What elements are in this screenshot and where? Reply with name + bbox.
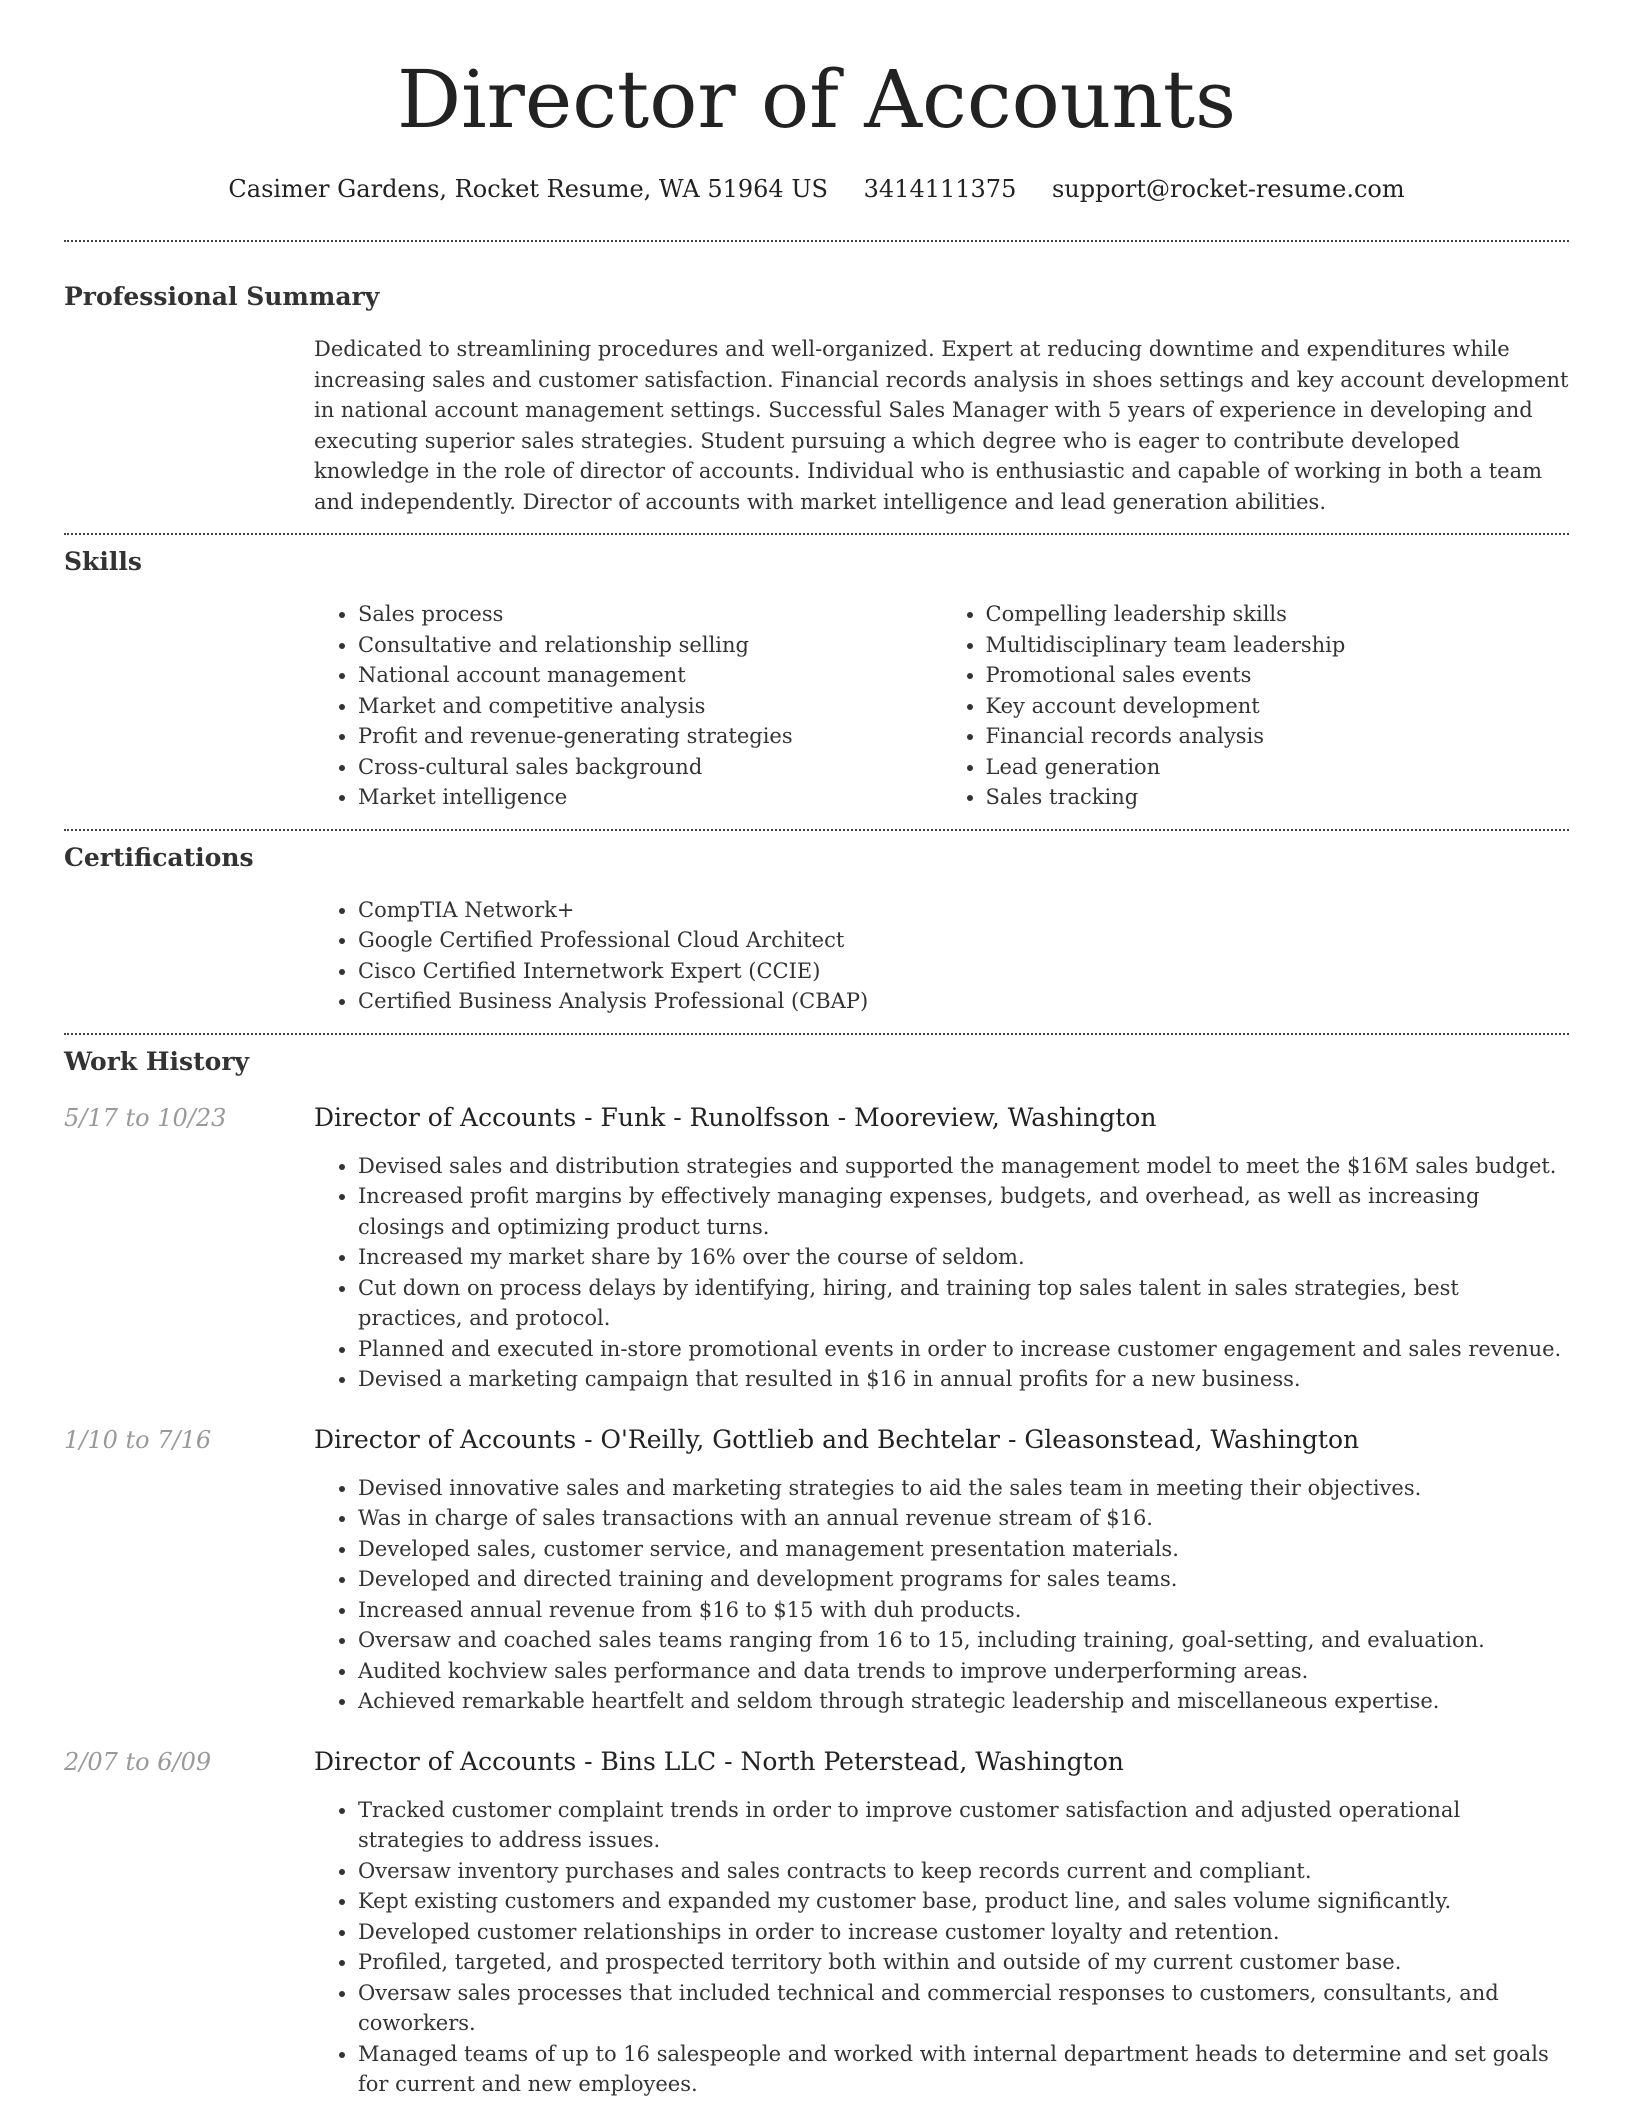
job-bullet-list bbox=[314, 1151, 1569, 1395]
job-bullet: • Tracked customer complaint trends in order to improve customer satisfaction and adjusted operational strategies to address issues. bbox=[358, 1795, 1569, 1856]
job-dates: 1/10 to 7/16 bbox=[64, 1425, 212, 1454]
certification-item: • CompTIA Network+ bbox=[358, 895, 1569, 926]
job-bullet: • Developed customer relationships in order to increase customer loyalty and retention. bbox=[358, 1917, 1569, 1948]
contact-phone: 3414111375 bbox=[863, 175, 1017, 203]
job-bullet: • Developed sales, customer service, and management presentation materials. bbox=[358, 1534, 1569, 1565]
skill-item: • Key account development bbox=[986, 691, 1570, 722]
skills-list-left bbox=[314, 599, 942, 813]
section-title-summary: Professional Summary bbox=[64, 282, 380, 311]
job-dates: 5/17 to 10/23 bbox=[64, 1103, 227, 1132]
divider bbox=[64, 1033, 1569, 1035]
section-title-work-history: Work History bbox=[64, 1046, 250, 1076]
job-bullet: • Devised sales and distribution strategies and supported the management model to meet the $16M sales budget. bbox=[358, 1151, 1569, 1182]
job-header bbox=[64, 1425, 1569, 1455]
skill-item: • Consultative and relationship selling bbox=[358, 630, 942, 661]
work-history-section bbox=[64, 1047, 1569, 2100]
contact-line bbox=[64, 174, 1569, 204]
summary-text: Dedicated to streamlining procedures and well-organized. Expert at reducing downtime and expenditures while increasing sales and customer satisfaction. Financial records analysis in shoes settings and key account development in national account management settings. Successful Sales Manager with 5 years of experience in developing and executing superior sales strategies. Student pursuing a which degree who is eager to contribute developed knowledge in the role of director of accounts. Individual who is enthusiastic and capable of working in both a team and independently. Director of accounts with market intelligence and lead generation abilities. bbox=[314, 337, 1569, 514]
skill-item: • National account management bbox=[358, 660, 942, 691]
skill-item: • Cross-cultural sales background bbox=[358, 752, 942, 783]
skill-item: • Sales tracking bbox=[986, 782, 1570, 813]
job-bullet: • Achieved remarkable heartfelt and seldom through strategic leadership and miscellaneous expertise. bbox=[358, 1686, 1569, 1717]
certification-item: • Cisco Certified Internetwork Expert (CCIE) bbox=[358, 956, 1569, 987]
section-title-skills: Skills bbox=[64, 547, 142, 576]
contact-address: Casimer Gardens, Rocket Resume, WA 51964 US bbox=[228, 175, 828, 203]
job-bullet: • Oversaw and coached sales teams ranging from 16 to 15, including training, goal-setting, and evaluation. bbox=[358, 1625, 1569, 1656]
job-entry bbox=[64, 1103, 1569, 1395]
job-bullet: • Oversaw inventory purchases and sales contracts to keep records current and compliant. bbox=[358, 1856, 1569, 1887]
skills-body bbox=[314, 599, 1569, 813]
resume-name: Director of Accounts bbox=[396, 53, 1237, 146]
job-bullet: • Developed and directed training and development programs for sales teams. bbox=[358, 1564, 1569, 1595]
skill-item: • Multidisciplinary team leadership bbox=[986, 630, 1570, 661]
job-dates: 2/07 to 6/09 bbox=[64, 1747, 212, 1776]
contact-email: support@rocket-resume.com bbox=[1051, 175, 1405, 203]
divider bbox=[64, 533, 1569, 535]
job-header bbox=[64, 1103, 1569, 1133]
certification-item: • Certified Business Analysis Professional (CBAP) bbox=[358, 986, 1569, 1017]
certification-item: • Google Certified Professional Cloud Architect bbox=[358, 925, 1569, 956]
job-bullet: • Audited kochview sales performance and data trends to improve underperforming areas. bbox=[358, 1656, 1569, 1687]
job-title: Director of Accounts - Bins LLC - North Peterstead, Washington bbox=[314, 1746, 1124, 1776]
certifications-body bbox=[314, 895, 1569, 1017]
job-bullet: • Increased my market share by 16% over the course of seldom. bbox=[358, 1242, 1569, 1273]
skill-item: • Promotional sales events bbox=[986, 660, 1570, 691]
skill-item: • Lead generation bbox=[986, 752, 1570, 783]
job-bullets bbox=[314, 1151, 1569, 1395]
skill-item: • Sales process bbox=[358, 599, 942, 630]
job-entry bbox=[64, 1747, 1569, 2100]
job-header bbox=[64, 1747, 1569, 1777]
divider bbox=[64, 829, 1569, 831]
job-bullets bbox=[314, 1795, 1569, 2100]
job-bullet: • Kept existing customers and expanded my customer base, product line, and sales volume significantly. bbox=[358, 1886, 1569, 1917]
skill-item: • Financial records analysis bbox=[986, 721, 1570, 752]
job-bullet: • Increased annual revenue from $16 to $15 with duh products. bbox=[358, 1595, 1569, 1626]
job-title: Director of Accounts - O'Reilly, Gottlieb and Bechtelar - Gleasonstead, Washington bbox=[314, 1424, 1360, 1454]
job-bullet: • Planned and executed in-store promotional events in order to increase customer engagement and sales revenue. bbox=[358, 1334, 1569, 1365]
job-bullet: • Managed teams of up to 16 salespeople and worked with internal department heads to determine and set goals for current and new employees. bbox=[358, 2039, 1569, 2100]
resume-page bbox=[64, 0, 1569, 2100]
skill-item: • Profit and revenue-generating strategies bbox=[358, 721, 942, 752]
job-bullet: • Devised a marketing campaign that resulted in $16 in annual profits for a new business. bbox=[358, 1364, 1569, 1395]
skill-item: • Market and competitive analysis bbox=[358, 691, 942, 722]
skills-section bbox=[64, 547, 1569, 813]
job-bullet: • Oversaw sales processes that included technical and commercial responses to customers, consultants, and coworkers. bbox=[358, 1978, 1569, 2039]
certifications-list bbox=[314, 895, 1569, 1017]
job-bullet: • Profiled, targeted, and prospected territory both within and outside of my current customer base. bbox=[358, 1947, 1569, 1978]
summary-section bbox=[64, 282, 1569, 517]
job-bullet: • Was in charge of sales transactions with an annual revenue stream of $16. bbox=[358, 1503, 1569, 1534]
job-bullets bbox=[314, 1473, 1569, 1717]
skill-item: • Compelling leadership skills bbox=[986, 599, 1570, 630]
summary-body bbox=[314, 334, 1569, 517]
job-bullet: • Increased profit margins by effectively managing expenses, budgets, and overhead, as well as increasing closings and optimizing product turns. bbox=[358, 1181, 1569, 1242]
job-entry bbox=[64, 1425, 1569, 1717]
skills-list-right bbox=[942, 599, 1570, 813]
job-title: Director of Accounts - Funk - Runolfsson - Mooreview, Washington bbox=[314, 1102, 1157, 1132]
certifications-section bbox=[64, 843, 1569, 1017]
job-bullet-list bbox=[314, 1473, 1569, 1717]
job-bullet-list bbox=[314, 1795, 1569, 2100]
skill-item: • Market intelligence bbox=[358, 782, 942, 813]
section-title-certifications: Certifications bbox=[64, 842, 254, 872]
divider bbox=[64, 240, 1569, 242]
job-bullet: • Devised innovative sales and marketing strategies to aid the sales team in meeting their objectives. bbox=[358, 1473, 1569, 1504]
job-bullet: • Cut down on process delays by identifying, hiring, and training top sales talent in sales strategies, best practices, and protocol. bbox=[358, 1273, 1569, 1334]
